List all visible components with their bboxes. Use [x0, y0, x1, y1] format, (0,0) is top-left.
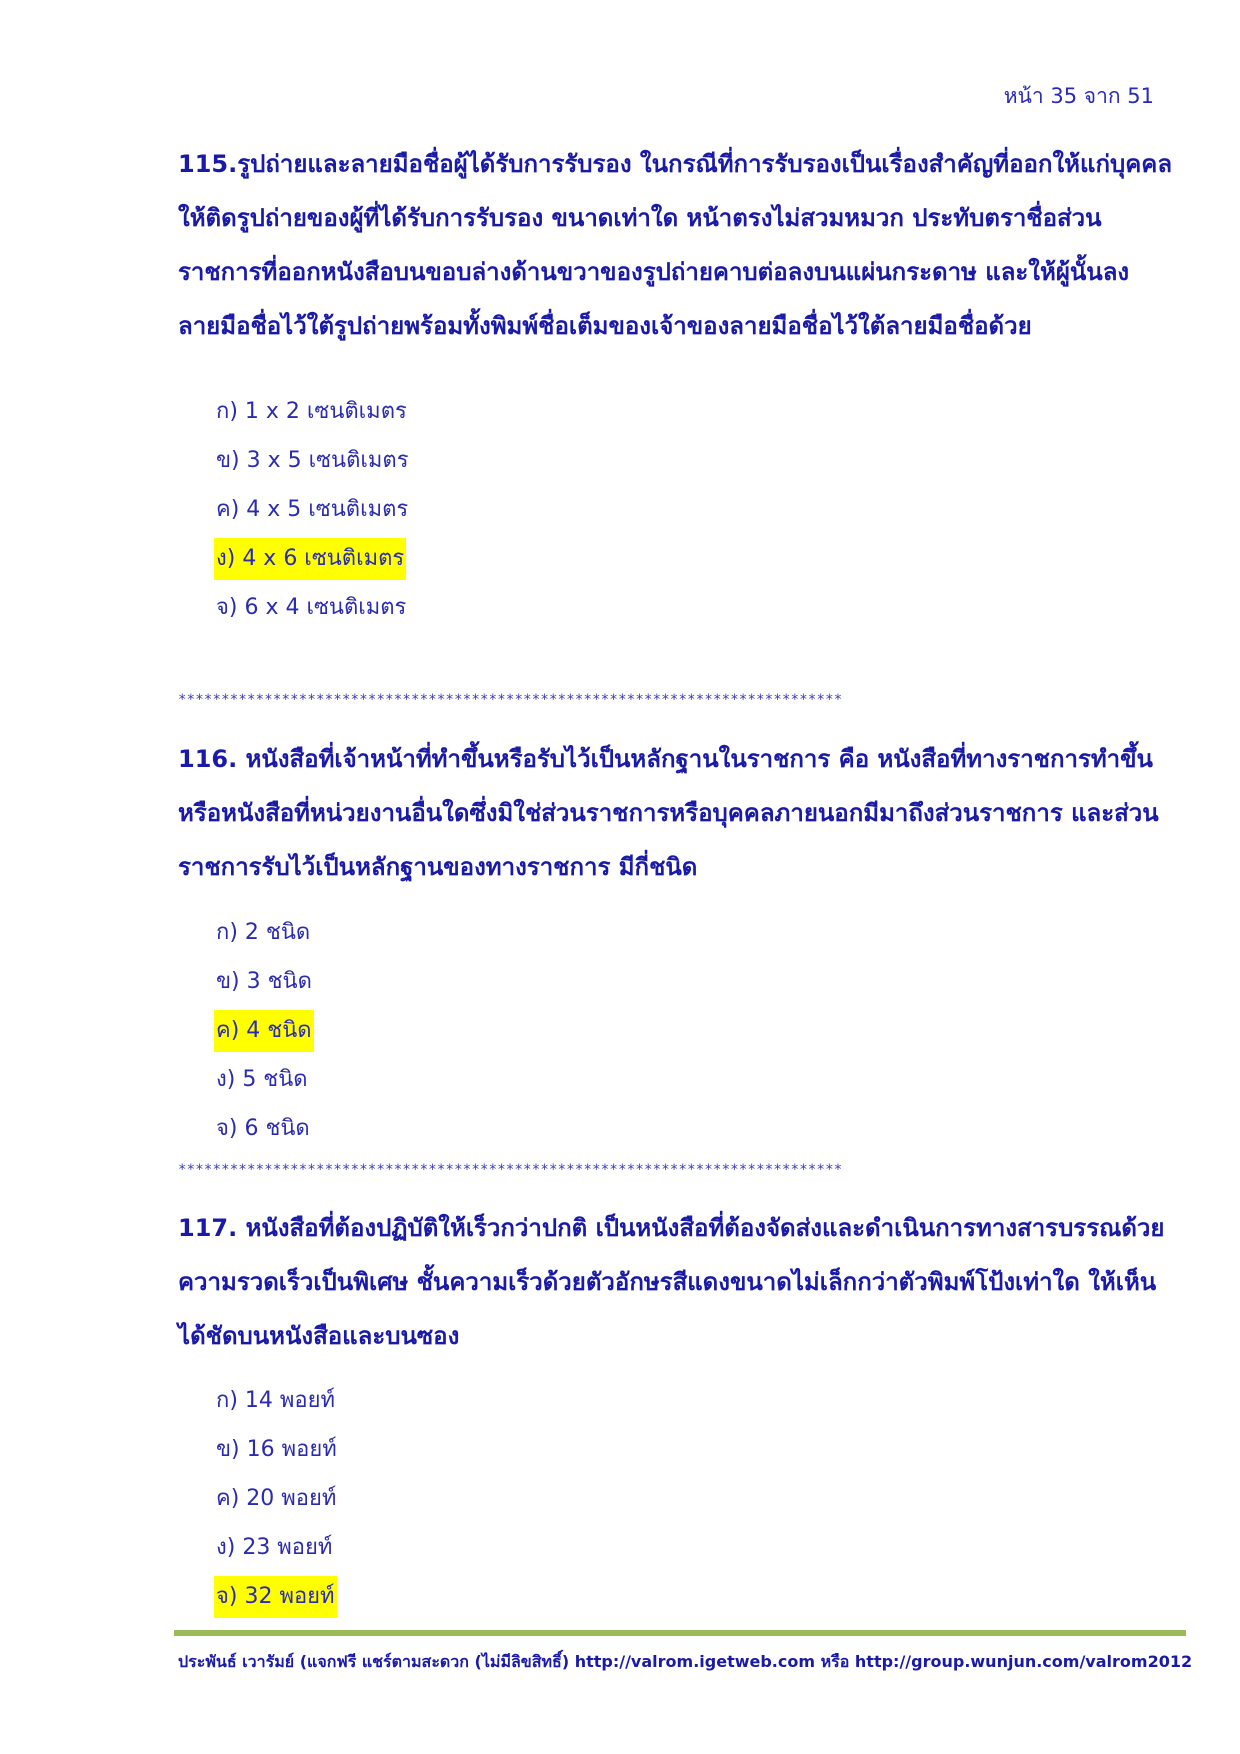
- choice-label: ง) 23 พอยท์: [216, 1535, 333, 1560]
- choice-label: ก) 14 พอยท์: [216, 1388, 335, 1413]
- page-number: หน้า 35 จาก 51: [1003, 84, 1154, 108]
- choice-label-answer: ค) 4 ชนิด: [214, 1010, 314, 1052]
- choice-item: [214, 1425, 339, 1474]
- separator: *****************************************************************************: [178, 692, 843, 708]
- question-115-text: 115.รูปถ่ายและลายมือชื่อผู้ได้รับการรับรอง ในกรณีที่การรับรองเป็นเรื่องสำคัญที่ออกให้แก่บุคคลให้ติดรูปถ่ายของผู้ที่ได้รับการรับรอง ขนาดเท่าใด หน้าตรงไม่สวมหมวก ประทับตราชื่อส่วนราชการที่ออกหนังสือบนขอบล่างด้านขวาของรูปถ่ายคาบต่อลงบนแผ่นกระดาษ และให้ผู้นั้นลงลายมือชื่อไว้ใต้รูปถ่ายพร้อมทั้งพิมพ์ชื่อเต็มของเจ้าของลายมือชื่อไว้ใต้ลายมือชื่อด้วย: [178, 150, 1173, 340]
- choice-label: ค) 20 พอยท์: [216, 1486, 337, 1511]
- choice-item: [214, 436, 411, 485]
- choice-label-answer: จ) 32 พอยท์: [214, 1576, 337, 1618]
- choice-item: [214, 1572, 339, 1621]
- choice-label: ง) 5 ชนิด: [216, 1067, 308, 1092]
- choice-item: [214, 1055, 314, 1104]
- question-117-choices: [214, 1376, 339, 1621]
- choice-label: ข) 3 x 5 เซนติเมตร: [216, 448, 409, 473]
- choice-item: [214, 485, 411, 534]
- choice-label: ก) 1 x 2 เซนติเมตร: [216, 399, 407, 424]
- question-115-choices: [214, 387, 411, 632]
- choice-item: [214, 1006, 314, 1055]
- question-116-text: 116. หนังสือที่เจ้าหน้าที่ทำขึ้นหรือรับไว้เป็นหลักฐานในราชการ คือ หนังสือที่ทางราชการทำขึ้น หรือหนังสือที่หน่วยงานอื่นใดซึ่งมิใช่ส่วนราชการหรือบุคคลภายนอกมีมาถึงส่วนราชการ และส่วนราชการรับไว้เป็นหลักฐานของทางราชการ มีกี่ชนิด: [178, 745, 1159, 881]
- choice-item: [214, 583, 411, 632]
- separator: *****************************************************************************: [178, 1162, 843, 1178]
- choice-label: ข) 3 ชนิด: [216, 969, 312, 994]
- question-117-text: 117. หนังสือที่ต้องปฏิบัติให้เร็วกว่าปกติ เป็นหนังสือที่ต้องจัดส่งและดำเนินการทางสารบรรณด้วยความรวดเร็วเป็นพิเศษ ชั้นความเร็วด้วยตัวอักษรสีแดงขนาดไม่เล็กกว่าตัวพิมพ์โป้งเท่าใด ให้เห็นได้ชัดบนหนังสือและบนซอง: [178, 1214, 1165, 1350]
- footer-credit: ประพันธ์ เวารัมย์ (แจกฟรี แชร์ตามสะดวก (ไม่มีลิขสิทธิ์) http://valrom.igetweb.com หรือ http://group.wunjun.com/valrom2012: [178, 1652, 1193, 1671]
- footer-divider: [174, 1630, 1186, 1636]
- choice-label: จ) 6 ชนิด: [216, 1116, 310, 1141]
- choice-item: [214, 534, 411, 583]
- choice-label: ข) 16 พอยท์: [216, 1437, 337, 1462]
- choice-label: ค) 4 x 5 เซนติเมตร: [216, 497, 409, 522]
- choice-item: [214, 387, 411, 436]
- choice-item: [214, 908, 314, 957]
- choice-item: [214, 1474, 339, 1523]
- choice-label: ก) 2 ชนิด: [216, 920, 311, 945]
- choice-item: [214, 1376, 339, 1425]
- choice-item: [214, 1104, 314, 1153]
- choice-item: [214, 957, 314, 1006]
- choice-item: [214, 1523, 339, 1572]
- choice-label-answer: ง) 4 x 6 เซนติเมตร: [214, 538, 406, 580]
- question-116-choices: [214, 908, 314, 1153]
- choice-label: จ) 6 x 4 เซนติเมตร: [216, 595, 407, 620]
